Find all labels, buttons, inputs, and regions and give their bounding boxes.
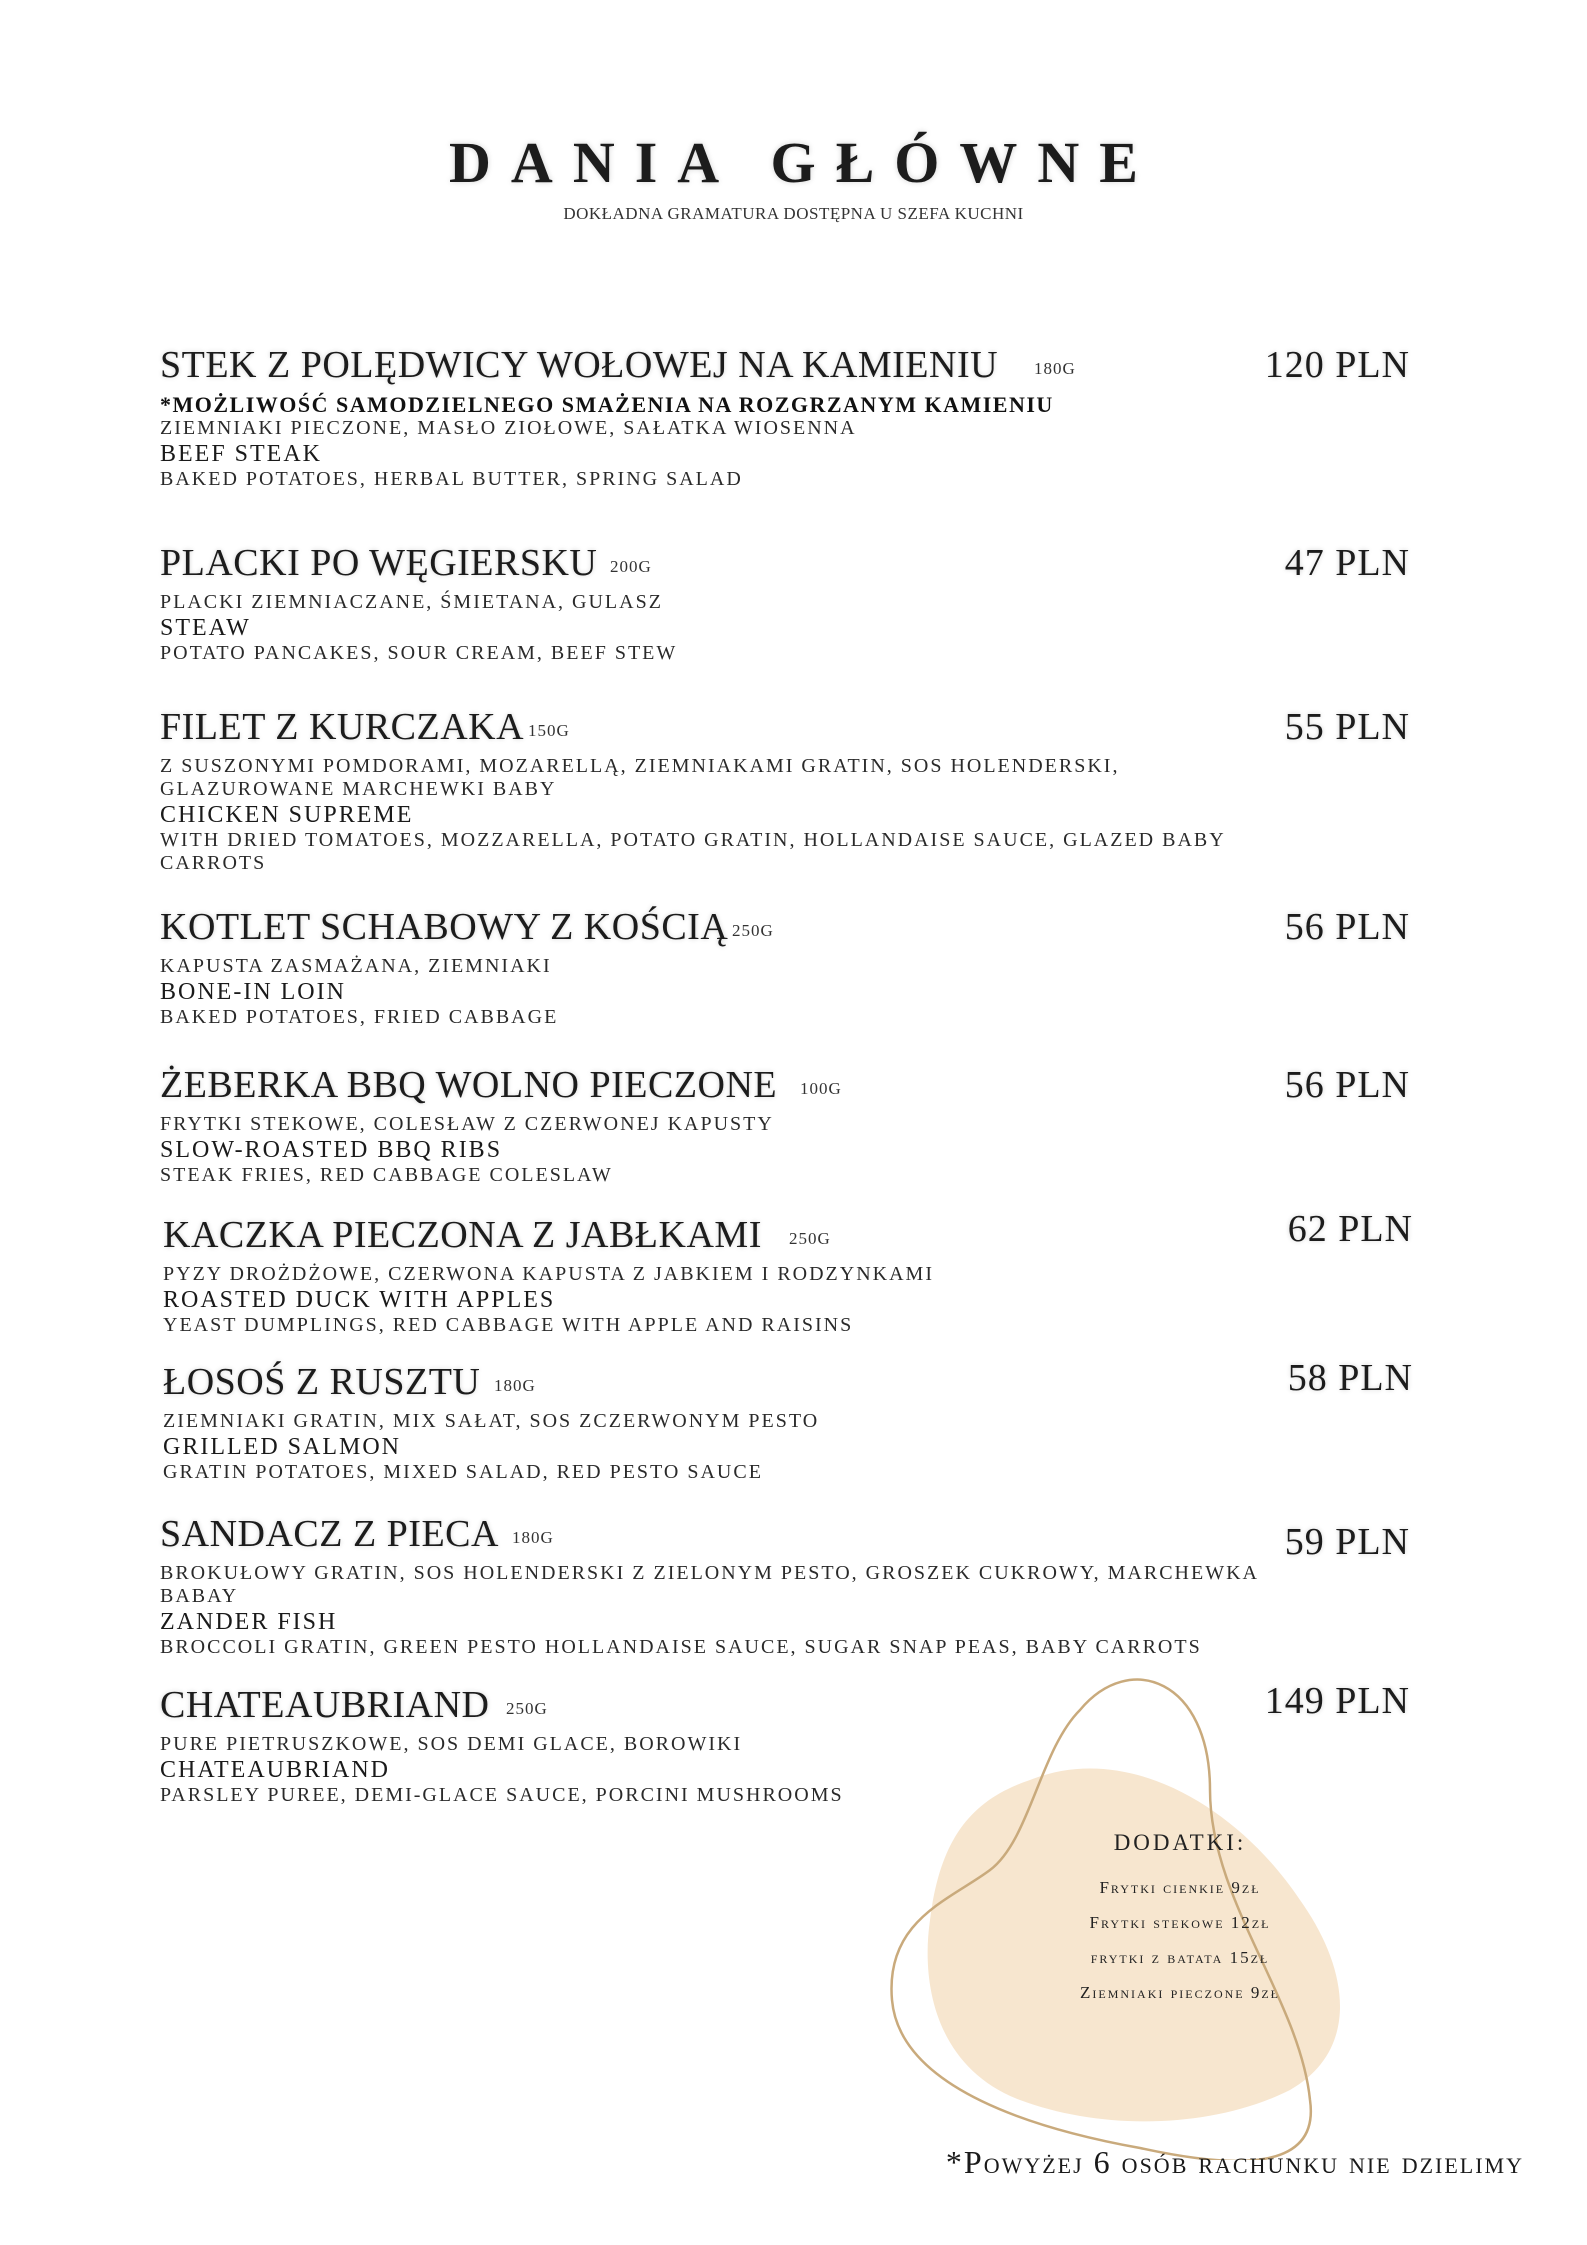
dish-price: 149 PLN [1264, 1680, 1410, 1722]
dish-name: ŻEBERKA BBQ WOLNO PIECZONE [160, 1064, 778, 1106]
extras-item: Frytki stekowe 12zł [1089, 1913, 1271, 1932]
dish-name-en: BEEF STEAK [160, 441, 323, 467]
menu-item [160, 1680, 1450, 1807]
extras-item: frytki z batata 15zł [1090, 1948, 1270, 1967]
dish-description-pl: PYZY DROŻDŻOWE, CZERWONA KAPUSTA Z JABKIEM I RODZYNKAMI [163, 1263, 934, 1285]
dish-description-en: YEAST DUMPLINGS, RED CABBAGE WITH APPLE AND RAISINS [163, 1314, 854, 1336]
dish-description-pl: PLACKI ZIEMNIACZANE, ŚMIETANA, GULASZ [160, 591, 663, 613]
dish-name-en: STEAW [160, 615, 251, 641]
dish-name-en: SLOW-ROASTED BBQ RIBS [160, 1137, 503, 1163]
extras-item: Ziemniaki pieczone 9zł [1079, 1983, 1281, 2002]
dish-description-en: POTATO PANCAKES, SOUR CREAM, BEEF STEW [160, 642, 678, 664]
dish-weight: 250G [732, 921, 774, 940]
dish-weight: 100G [800, 1079, 842, 1098]
dish-weight: 180G [512, 1528, 554, 1547]
dish-name: SANDACZ Z PIECA [160, 1513, 499, 1555]
dish-name: ŁOSOŚ Z RUSZTU [163, 1361, 481, 1403]
dish-description-en: BAKED POTATOES, FRIED CABBAGE [160, 1006, 559, 1028]
dish-price: 59 PLN [1284, 1521, 1410, 1563]
dish-description-pl: ZIEMNIAKI GRATIN, MIX SAŁAT, SOS ZCZERWONYM PESTO [163, 1410, 820, 1432]
dish-name: KACZKA PIECZONA Z JABŁKAMI [163, 1214, 762, 1256]
dish-note: *MOŻLIWOŚĆ SAMODZIELNEGO SMAŻENIA NA ROZGRZANYM KAMIENIU [160, 392, 1054, 417]
dish-name-en: CHICKEN SUPREME [160, 802, 414, 828]
menu-item [163, 1208, 1453, 1337]
extras-box [1010, 1830, 1350, 2010]
dish-name: KOTLET SCHABOWY Z KOŚCIĄ [160, 906, 729, 948]
dish-weight: 250G [506, 1699, 548, 1718]
dish-price: 62 PLN [1287, 1208, 1413, 1250]
dish-price: 47 PLN [1284, 542, 1410, 584]
dish-weight: 180G [1034, 359, 1076, 378]
dish-price: 120 PLN [1264, 344, 1410, 386]
dish-description-en: PARSLEY PUREE, DEMI-GLACE SAUCE, PORCINI MUSHROOMS [160, 1784, 844, 1806]
dish-description-pl: Z SUSZONYMI POMDORAMI, MOZARELLĄ, ZIEMNIAKAMI GRATIN, SOS HOLENDERSKI, GLAZUROWANE MARCHEWKI BABY [160, 755, 1120, 800]
menu-item [163, 1357, 1453, 1484]
dish-price: 56 PLN [1284, 906, 1410, 948]
dish-description-pl: ZIEMNIAKI PIECZONE, MASŁO ZIOŁOWE, SAŁATKA WIOSENNA [160, 417, 857, 439]
dish-description-pl: PURE PIETRUSZKOWE, SOS DEMI GLACE, BOROWIKI [160, 1733, 743, 1755]
dish-name-en: GRILLED SALMON [163, 1434, 401, 1460]
dish-description-en: BAKED POTATOES, HERBAL BUTTER, SPRING SALAD [160, 468, 743, 490]
dish-name-en: CHATEAUBRIAND [160, 1757, 390, 1783]
dish-price: 56 PLN [1284, 1064, 1410, 1106]
menu-item [160, 905, 1450, 1029]
dish-name: CHATEAUBRIAND [160, 1684, 490, 1726]
dish-description-pl: FRYTKI STEKOWE, COLESŁAW Z CZERWONEJ KAPUSTY [160, 1113, 774, 1135]
page-title: DANIA GŁÓWNE [449, 130, 1158, 195]
dish-name: PLACKI PO WĘGIERSKU [160, 542, 598, 584]
dish-price: 58 PLN [1287, 1357, 1413, 1399]
dish-description-en: GRATIN POTATOES, MIXED SALAD, RED PESTO SAUCE [163, 1461, 763, 1483]
dish-name: STEK Z POLĘDWICY WOŁOWEJ NA KAMIENIU [160, 344, 999, 386]
page-subtitle: DOKŁADNA GRAMATURA DOSTĘPNA U SZEFA KUCHNI [563, 204, 1024, 223]
menu-item [160, 705, 1450, 875]
dish-description-en: STEAK FRIES, RED CABBAGE COLESLAW [160, 1164, 613, 1186]
dish-description-en: BROCCOLI GRATIN, GREEN PESTO HOLLANDAISE SAUCE, SUGAR SNAP PEAS, BABY CARROTS [160, 1636, 1202, 1658]
dish-weight: 250G [789, 1229, 831, 1248]
menu-item [160, 343, 1450, 491]
dish-name-en: BONE-IN LOIN [160, 979, 346, 1005]
dish-description-pl: BROKUŁOWY GRATIN, SOS HOLENDERSKI Z ZIELONYM PESTO, GROSZEK CUKROWY, MARCHEWKA BABAY [160, 1562, 1258, 1607]
menu-header [0, 128, 1587, 224]
dish-weight: 150G [528, 721, 570, 740]
dish-weight: 180G [494, 1376, 536, 1395]
menu-item [160, 541, 1450, 665]
dish-price: 55 PLN [1284, 706, 1410, 748]
footer-note: *Powyżej 6 osób rachunku nie dzielimy [945, 2144, 1524, 2180]
extras-title: DODATKI: [1113, 1830, 1247, 1855]
dish-name: FILET Z KURCZAKA [160, 706, 525, 748]
menu-item [160, 1063, 1450, 1187]
dish-description-pl: KAPUSTA ZASMAŻANA, ZIEMNIAKI [160, 955, 552, 977]
dish-weight: 200G [610, 557, 652, 576]
dish-name-en: ROASTED DUCK WITH APPLES [163, 1287, 556, 1313]
dish-description-en: WITH DRIED TOMATOES, MOZZARELLA, POTATO GRATIN, HOLLANDAISE SAUCE, GLAZED BABY CARROTS [160, 829, 1225, 874]
extras-item: Frytki cienkie 9zł [1099, 1878, 1261, 1897]
menu-item [160, 1512, 1450, 1659]
dish-name-en: ZANDER FISH [160, 1609, 338, 1635]
